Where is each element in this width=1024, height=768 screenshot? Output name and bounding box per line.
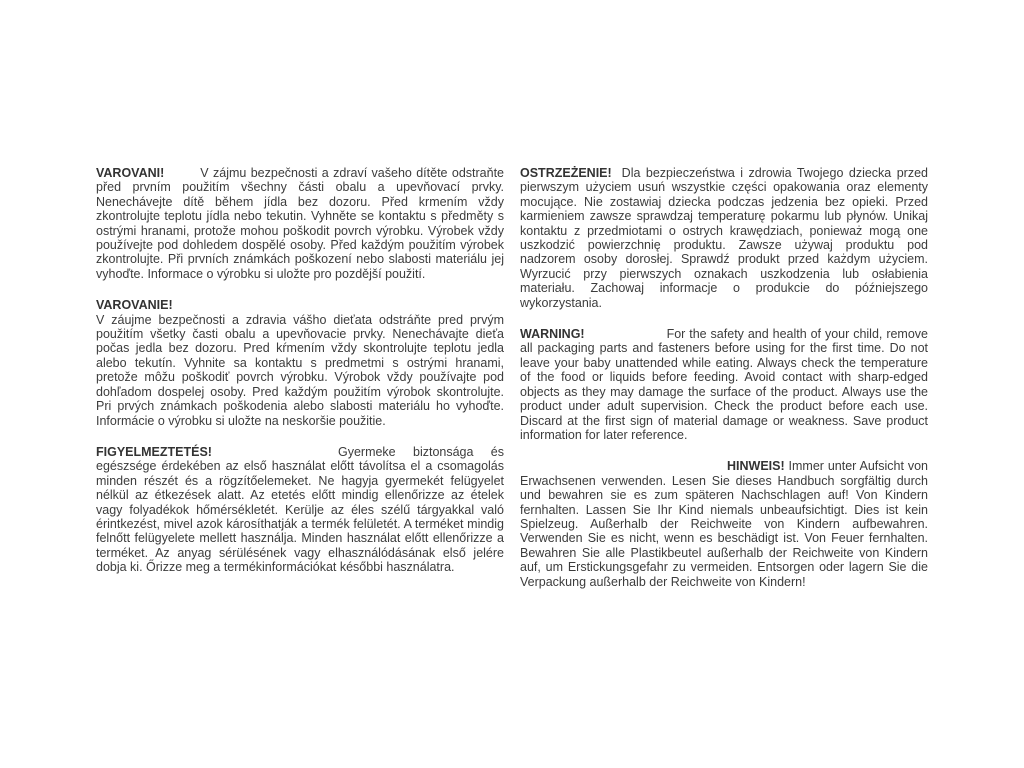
section-body-hungarian: Gyermeke biztonsága és egészsége érdekében az első használat előtt távolítsa el a csomagolás minden részét és a rögzítőelemeket. Ne hagyja gyermekét felügyelet nélkül az étkezések alatt. Az etetés előtt mindig ellenőrizze az ételek vagy folyadékok hőmérsékletét. Kerülje az éles szélű tárgyakkal való érintkezést, mivel azok károsíthatják a termék felületét. A terméket mindig felnőtt felügyelete mellett használja. Minden használat előtt ellenőrizze a terméket. Az anyag sérülésének vagy elhasználódásának első jelére dobja ki. Őrizze meg a termékinformációkat későbbi használatra. (96, 444, 504, 575)
right-column (520, 166, 928, 606)
warning-section-polish (520, 166, 928, 310)
warning-section-english (520, 327, 928, 442)
section-heading-slovak: VAROVANIE! (96, 298, 173, 313)
left-column (96, 166, 504, 606)
warning-section-german (520, 459, 928, 589)
section-heading-english: WARNING! (520, 327, 585, 342)
section-heading-polish: OSTRZEŻENIE! (520, 166, 612, 180)
section-body-slovak: V záujme bezpečnosti a zdravia vášho dieťata odstráňte pred prvým použitím všetky časti obalu a upevňovacie prvky. Nenechávajte dieťa počas jedla bez dozoru. Pred kŕmením vždy skontrolujte teplotu jedla alebo tekutín. Vyhnite sa kontaktu s predmetmi s ostrými hranami, pretože môžu poškodiť povrch výrobku. Výrobok vždy používajte pod dohľadom dospelej osoby. Pred každým použitím výrobok skontrolujte. Pri prvých známkach poškodenia alebo slabosti materiálu ho vyhoďte. Informácie o výrobku si uložte na neskoršie použitie. (96, 312, 504, 428)
warning-paragraph-german (520, 459, 928, 589)
warning-paragraph-polish (520, 166, 928, 310)
section-body-czech: V zájmu bezpečnosti a zdraví vašeho dítěte odstraňte před prvním použitím všechny části obalu a upevňovací prvky. Nenechávejte dítě během jídla bez dozoru. Před krmením vždy zkontrolujte teplotu jídla nebo tekutin. Vyhněte se kontaktu s předměty s ostrými hranami, protože mohou poškodit povrch výrobku. Výrobek vždy používejte pod dohledem dospělé osoby. Před každým použitím výrobek zkontrolujte. Při prvních známkách poškození nebo slabosti materiálu jej vyhoďte. Informace o výrobku si uložte pro pozdější použití. (96, 166, 504, 281)
section-body-english: For the safety and health of your child, remove all packaging parts and fasteners before using for the first time. Do not leave your baby unattended while eating. Always check the temperature of the food or liquids before feeding. Avoid contact with sharp-edged objects as they may damage the surface of the product. Always use the product under adult supervision. Check the product before each use. Discard at the first sign of material damage or weakness. Save product information for later reference. (520, 327, 928, 442)
two-column-layout (96, 166, 928, 606)
warning-paragraph-czech (96, 166, 504, 281)
warning-paragraph-slovak (96, 313, 504, 428)
warning-section-hungarian (96, 445, 504, 575)
section-body-polish: Dla bezpieczeństwa i zdrowia Twojego dziecka przed pierwszym użyciem usuń wszystkie części opakowania oraz elementy mocujące. Nie zostawiaj dziecka podczas jedzenia bez opieki. Przed karmieniem zawsze sprawdzaj temperaturę pokarmu lub płynów. Unikaj kontaktu z przedmiotami o ostrych krawędziach, ponieważ mogą one uszkodzić powierzchnię produktu. Zawsze używaj produktu pod nadzorem osoby dorosłej. Sprawdź produkt przed każdym użyciem. Wyrzucić przy pierwszych oznakach uszkodzenia lub osłabienia materiału. Zachowaj informacje o produkcie do późniejszego wykorzystania. (520, 166, 928, 310)
warning-section-slovak (96, 298, 504, 428)
section-body-german: Immer unter Aufsicht von Erwachsenen verwenden. Lesen Sie dieses Handbuch sorgfältig durch und bewahren sie es zum späteren Nachschlagen auf! Von Kindern fernhalten. Lassen Sie Ihr Kind niemals unbeaufsichtigt. Dies ist kein Spielzeug. Außerhalb der Reichweite von Kindern aufbewahren. Verwenden Sie es nicht, wenn es beschädigt ist. Von Feuer fernhalten. Bewahren Sie alle Plastikbeutel außerhalb der Reichweite von Kindern auf, um Erstickungsgefahr zu vermeiden. Entsorgen oder lagern Sie die Verpackung außerhalb der Reichweite von Kindern! (520, 459, 928, 589)
section-heading-hungarian: FIGYELMEZTETÉS! (96, 444, 212, 459)
heading-gap-spacer (164, 176, 200, 177)
section-heading-czech: VAROVANI! (96, 166, 165, 180)
warning-section-czech (96, 166, 504, 281)
section-heading-german: HINWEIS! (727, 459, 785, 474)
warning-paragraph-english (520, 327, 928, 442)
heading-gap-spacer (612, 176, 622, 177)
warning-paragraph-hungarian (96, 445, 504, 575)
heading-gap-spacer (212, 455, 338, 456)
heading-gap-spacer (585, 337, 667, 338)
